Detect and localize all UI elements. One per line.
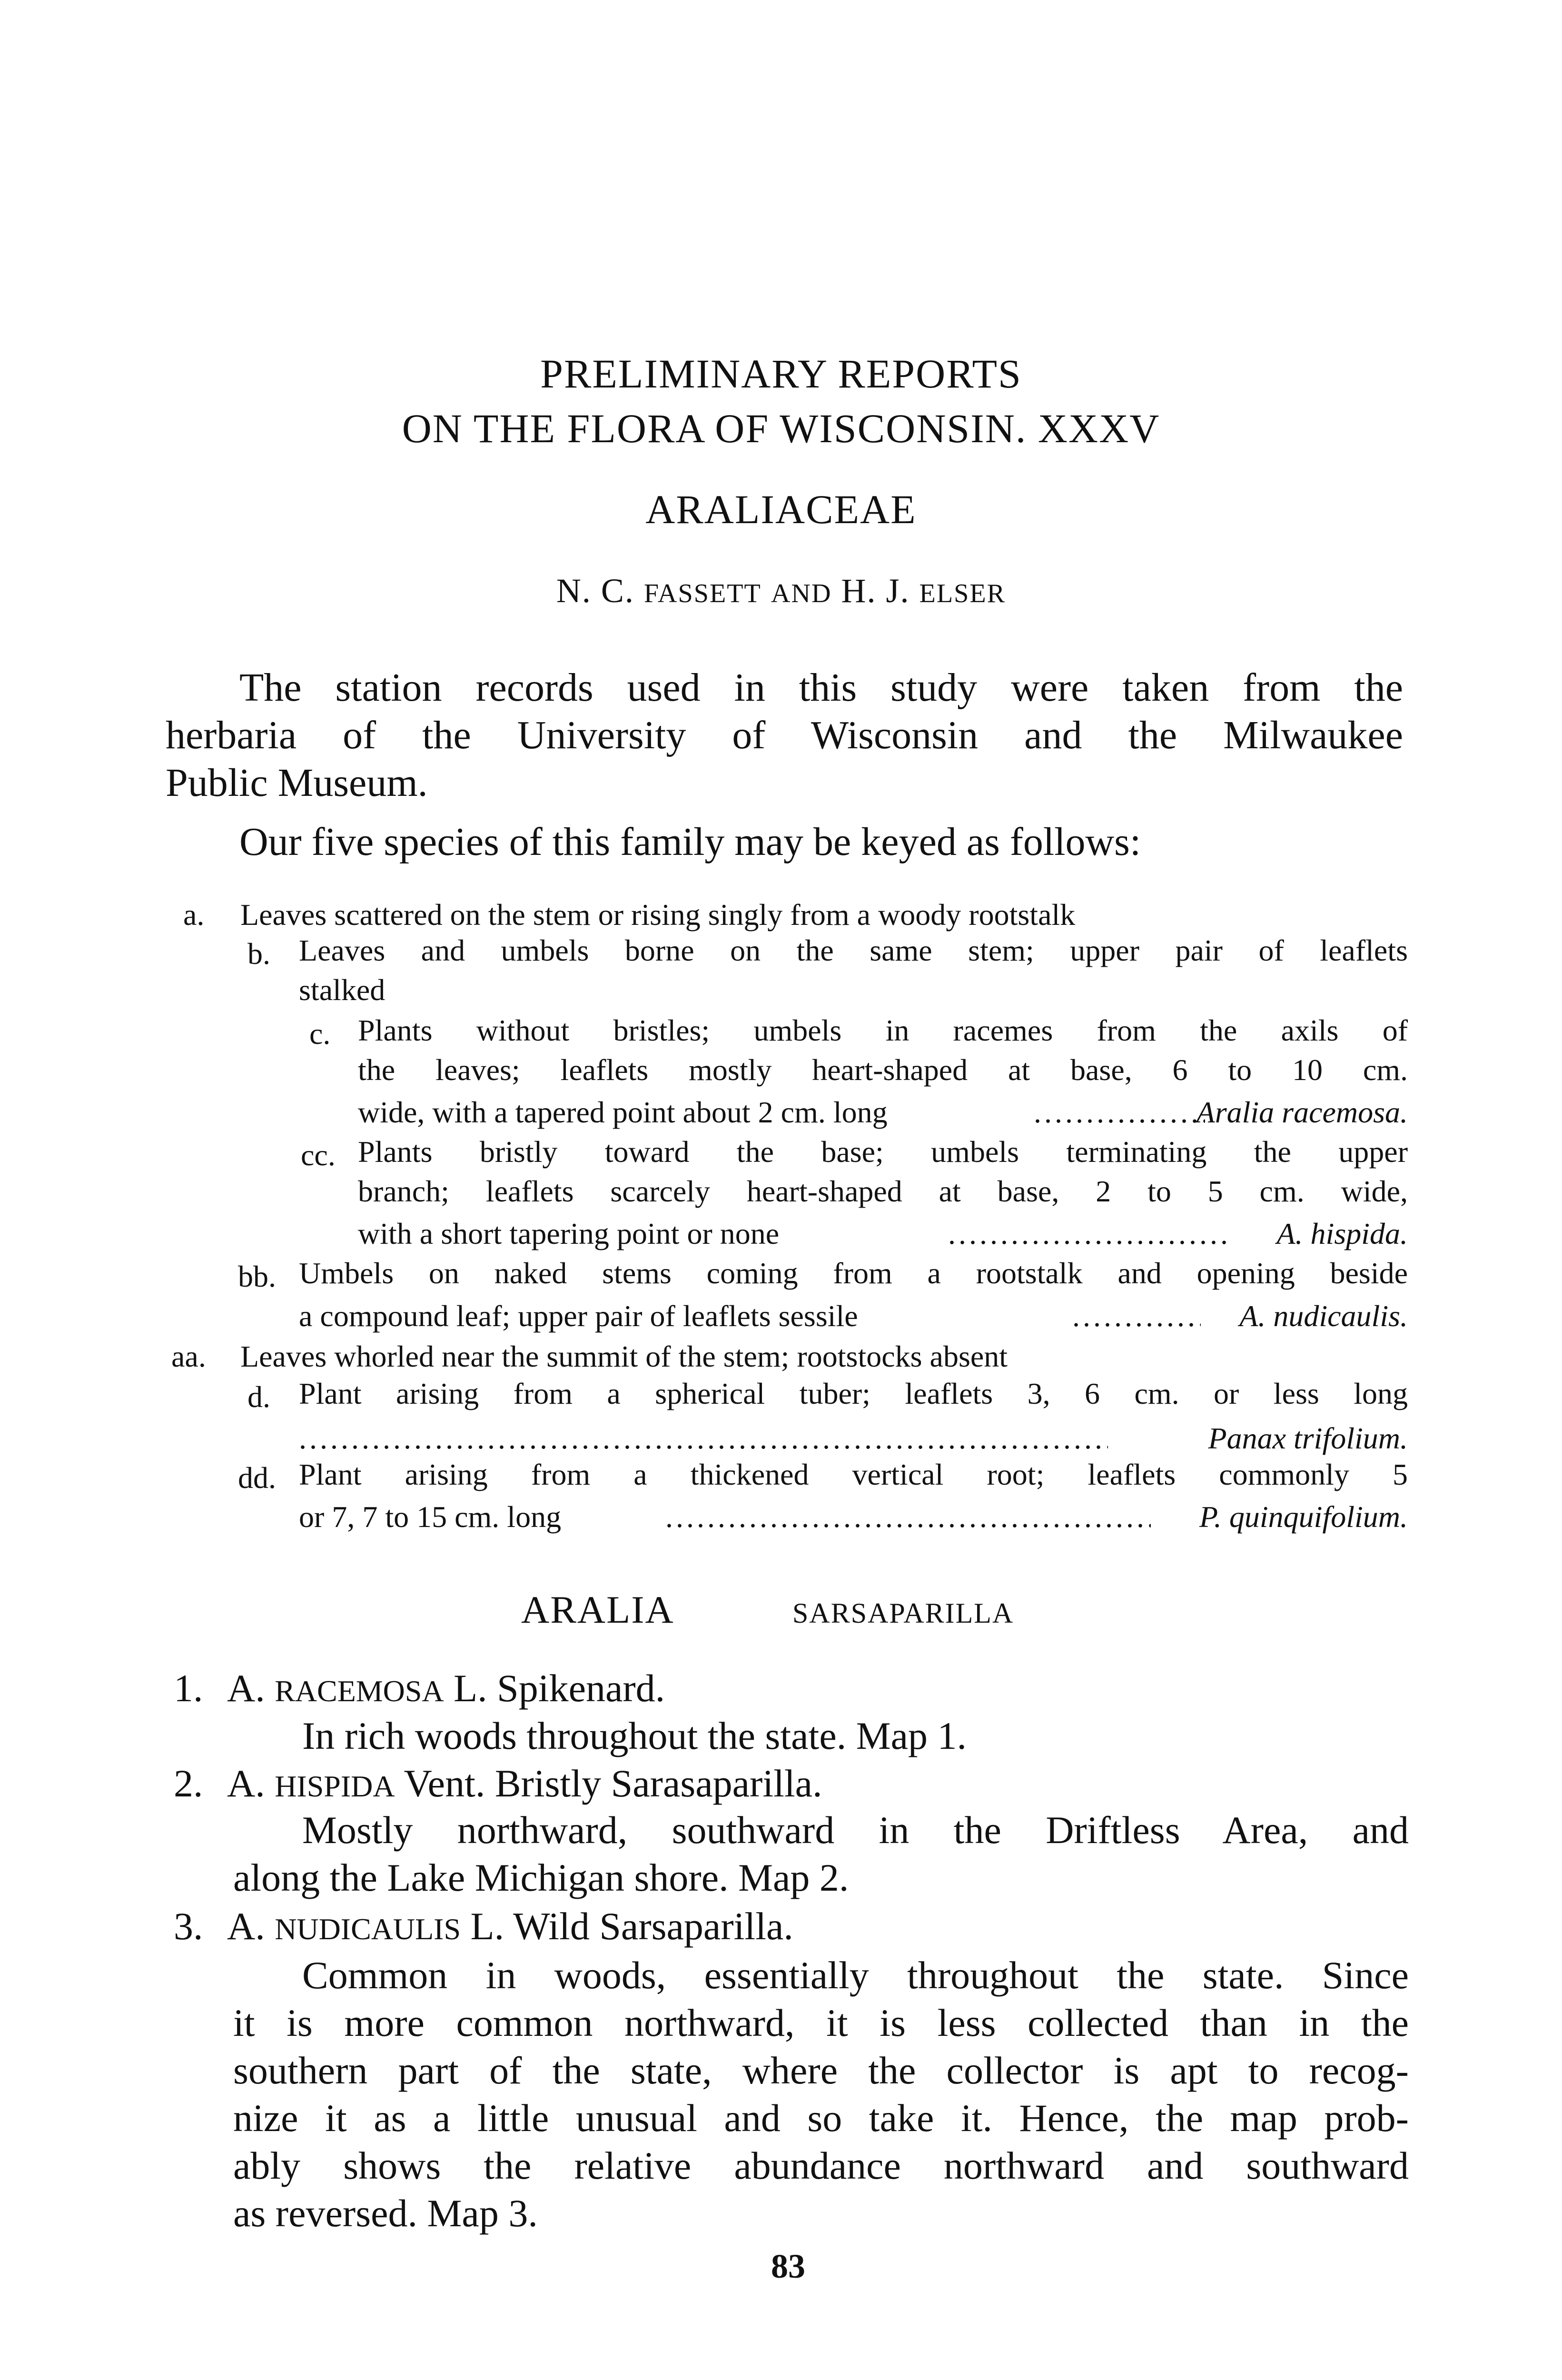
key-label-c: c. bbox=[309, 1017, 331, 1051]
species-2-line-2: along the Lake Michigan shore. Map 2. bbox=[233, 1856, 849, 1899]
key-dd-line-1: Plant arising from a thickened vertical root; leaflets commonly 5 bbox=[299, 1458, 1408, 1491]
key-label-aa: aa. bbox=[171, 1339, 206, 1373]
key-label-d: d. bbox=[247, 1380, 270, 1414]
key-cc-line-3 bbox=[358, 1216, 1408, 1254]
key-dd-taxon: P. quinquifolium. bbox=[1199, 1500, 1408, 1534]
key-c-text bbox=[358, 1011, 1408, 1090]
key-intro: Our five species of this family may be keyed as follows: bbox=[239, 820, 1141, 864]
key-c-line-2: the leaves; leaflets mostly heart-shaped at base, 6 to 10 cm. bbox=[358, 1053, 1408, 1087]
leader-dots bbox=[665, 1499, 1151, 1535]
leader-dots bbox=[1072, 1299, 1201, 1334]
key-b-line-2: stalked bbox=[299, 973, 386, 1007]
key-a-text: Leaves scattered on the stem or rising singly from a woody rootstalk bbox=[240, 898, 1076, 932]
leader-dots bbox=[299, 1421, 1108, 1456]
key-label-dd: dd. bbox=[238, 1461, 276, 1495]
species-3-heading bbox=[174, 1904, 793, 1949]
key-label-a: a. bbox=[183, 898, 205, 932]
species-3-line-1: Common in woods, essentially throughout the state. Since bbox=[302, 1954, 1409, 1997]
key-bb-line-2 bbox=[299, 1299, 1408, 1337]
species-3-line-2: it is more common northward, it is less collected than in the bbox=[233, 2001, 1409, 2044]
intro-paragraph bbox=[166, 664, 1403, 807]
key-bb-taxon: A. nudicaulis. bbox=[1239, 1299, 1408, 1333]
key-dd-line-2-text: or 7, 7 to 15 cm. long bbox=[299, 1500, 562, 1534]
authors bbox=[0, 571, 1562, 611]
page-number: 83 bbox=[771, 2247, 805, 2285]
key-cc-line-2: branch; leaflets scarcely heart-shaped at base, 2 to 5 cm. wide, bbox=[358, 1174, 1408, 1208]
key-c-taxon: Aralia racemosa. bbox=[1196, 1095, 1408, 1129]
key-label-b: b. bbox=[247, 937, 270, 971]
key-bb-text bbox=[299, 1253, 1408, 1293]
intro-line-3: Public Museum. bbox=[166, 761, 428, 805]
species-genus: A. bbox=[227, 1904, 265, 1948]
species-3-line-5: ably shows the relative abundance northward and southward bbox=[233, 2144, 1409, 2187]
key-b-text bbox=[299, 931, 1408, 1010]
species-number: 3. bbox=[174, 1904, 203, 1948]
family-heading: ARALIACEAE bbox=[645, 486, 917, 532]
intro-line-2: herbaria of the University of Wisconsin and the Milwaukee bbox=[166, 713, 1403, 757]
species-2-line-1: Mostly northward, southward in the Driftless Area, and bbox=[302, 1808, 1409, 1852]
key-d-line-1: Plant arising from a spherical tuber; leaflets 3, 6 cm. or less long bbox=[299, 1377, 1408, 1410]
key-cc-text bbox=[358, 1132, 1408, 1211]
key-dd-line-2 bbox=[299, 1499, 1408, 1537]
key-c-line-3 bbox=[358, 1095, 1408, 1133]
key-label-bb: bb. bbox=[238, 1259, 276, 1293]
intro-line-1: The station records used in this study were taken from the bbox=[239, 665, 1403, 710]
species-rest: Vent. Bristly Sarasaparilla. bbox=[404, 1762, 822, 1805]
title-line-1: PRELIMINARY REPORTS bbox=[540, 351, 1022, 397]
species-1-text: In rich woods throughout the state. Map 1. bbox=[302, 1714, 967, 1757]
author2-initials: H. J. bbox=[841, 572, 910, 610]
key-aa-text: Leaves whorled near the summit of the stem; rootstocks absent bbox=[240, 1339, 1008, 1373]
title-line-2: ON THE FLORA OF WISCONSIN. XXXV bbox=[402, 406, 1160, 451]
species-genus: A. bbox=[227, 1762, 265, 1805]
species-epithet: RACEMOSA bbox=[275, 1674, 444, 1708]
key-bb-line-2-text: a compound leaf; upper pair of leaflets sessile bbox=[299, 1299, 858, 1333]
species-2-text bbox=[233, 1806, 1409, 1902]
key-cc-taxon: A. hispida. bbox=[1276, 1217, 1408, 1250]
key-d-text bbox=[299, 1374, 1408, 1413]
author1-initials: N. C. bbox=[556, 572, 634, 610]
authors-and: AND bbox=[771, 579, 832, 608]
key-bb-line-1: Umbels on naked stems coming from a rootstalk and opening beside bbox=[299, 1256, 1408, 1290]
leader-dots bbox=[948, 1216, 1229, 1251]
species-epithet: HISPIDA bbox=[275, 1769, 395, 1803]
species-3-line-6: as reversed. Map 3. bbox=[233, 2192, 538, 2235]
species-3-text bbox=[233, 1952, 1409, 2237]
author2-surname: ELSER bbox=[919, 579, 1006, 608]
key-b-line-1: Leaves and umbels borne on the same stem; upper pair of leaflets bbox=[299, 933, 1408, 967]
species-2-heading bbox=[174, 1761, 822, 1806]
key-c-line-1: Plants without bristles; umbels in racemes from the axils of bbox=[358, 1013, 1408, 1047]
species-epithet: NUDICAULIS bbox=[275, 1912, 461, 1946]
species-3-line-3: southern part of the state, where the collector is apt to recog- bbox=[233, 2049, 1409, 2092]
key-label-cc: cc. bbox=[301, 1138, 336, 1172]
species-number: 1. bbox=[174, 1666, 203, 1710]
species-number: 2. bbox=[174, 1762, 203, 1805]
key-cc-line-3-text: with a short tapering point or none bbox=[358, 1217, 780, 1250]
species-rest: L. Wild Sarsaparilla. bbox=[470, 1904, 793, 1948]
genus-name: ARALIA bbox=[521, 1588, 674, 1631]
leader-dots bbox=[1034, 1095, 1205, 1130]
author1-surname: FASSETT bbox=[643, 579, 761, 608]
key-c-line-3-text: wide, with a tapered point about 2 cm. long bbox=[358, 1095, 888, 1129]
genus-common-name: SARSAPARILLA bbox=[792, 1597, 1014, 1629]
key-d-taxon: Panax trifolium. bbox=[1208, 1421, 1408, 1455]
species-rest: L. Spikenard. bbox=[454, 1666, 665, 1710]
key-dd-text bbox=[299, 1455, 1408, 1494]
species-1-heading bbox=[174, 1666, 665, 1711]
key-cc-line-1: Plants bristly toward the base; umbels terminating the upper bbox=[358, 1135, 1408, 1169]
species-genus: A. bbox=[227, 1666, 265, 1710]
key-d-line-2 bbox=[299, 1421, 1408, 1459]
species-3-line-4: nize it as a little unusual and so take it. Hence, the map prob- bbox=[233, 2096, 1409, 2140]
